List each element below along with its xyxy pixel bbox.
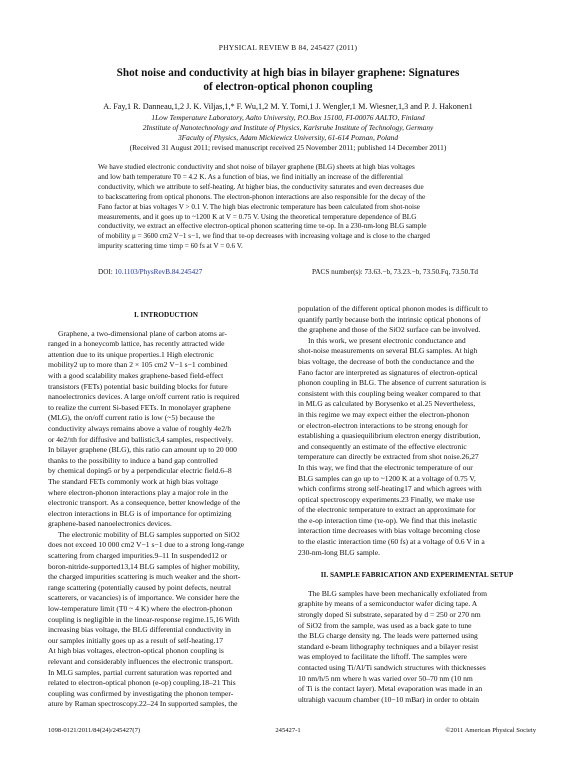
title-line-1: Shot noise and conductivity at high bias in bilayer graphene: Signatures bbox=[116, 67, 460, 79]
doi-link[interactable]: 10.1103/PhysRevB.84.245427 bbox=[114, 268, 203, 276]
paragraph: In this work, we present electronic conductance and shot-noise measurements on several BLG samples. At high bias voltage, the decrease of both the conductance and the Fano factor are interpreted as signatures of electron-optical phonon coupling in BLG. The absence of current saturation is consistent with this coupling being weaker compared to that in MLG as calculated by Borysenko et al.25 Nevertheless, in this regime we may expect either the electron-phonon or electron-electron interactions to be strong enough for establishing a quasiequilibrium electron energy distribution, and consequently an estimate of the effective electronic temperature can directly be extracted from shot noise.26,27 In this way, we find that the electronic temperature of our BLG samples can go up to ~1200 K at a voltage of 0.75 V, which confirms strong self-heating17 and which agrees with optical spectroscopy experiments.23 Finally, we make use of the electronic temperature to extract an approximate for the e-op interaction time (τe-op). We find that this inelastic interaction time decreases with bias voltage becoming close to the elastic interaction time (60 fs) at a voltage of 0.6 V in a 230-nm-long BLG sample. bbox=[298, 335, 486, 557]
section-heading-introduction: I. INTRODUCTION bbox=[134, 311, 198, 319]
author-list: A. Fay,1 R. Danneau,1,2 J. K. Viljas,1,* F. Wu,1,2 M. Y. Tomi,1 J. Wengler,1 M. Wiesner,1,3 and P. J. Hakonen1 bbox=[103, 102, 473, 111]
doi-pacs-line bbox=[98, 268, 478, 276]
right-column bbox=[298, 304, 536, 705]
affiliation-3: 3Faculty of Physics, Adam Mickiewicz University, 61-614 Poznan, Poland bbox=[177, 133, 399, 142]
affiliation-2: 2Institute of Nanotechnology and Institute of Physics, Karlsruhe Institute of Technology, Germany bbox=[142, 123, 434, 132]
doi-label: DOI: bbox=[98, 268, 113, 276]
page-number: 245427-1 bbox=[275, 727, 301, 734]
footer-identifier: 1098-0121/2011/84(24)/245427(7) bbox=[48, 727, 141, 734]
paragraph: Graphene, a two-dimensional plane of carbon atoms ar- ranged in a honeycomb lattice, has recently attracted wide attention due to its unique properties.1 High electronic mobility2 up to more than 2 × 105 cm2 V−1 s−1 combined with a good scalability makes graphene-based field-effect transistors (FETs) potential basic building blocks for future nanoelectronics devices. A large on/off current ratio is required to realize the current Si-based FETs. In monolayer graphene (MLG), the on/off current ratio is low (~5) because the conductivity always remains above a value of roughly 4e2/h or 4e2/πh for diffusive and ballistic3,4 samples, respectively. In bilayer graphene (BLG), this ratio can amount up to 20 000 thanks to the possibility to induce a band gap controlled by chemical doping5 or by a perpendicular electric field.6–8 The standard FETs commonly work at high bias voltage where electron-phonon interactions play a major role in the electronic transport. As a consequence, better knowledge of the electron interactions in BLG is of importance for optimizing graphene-based nanoelectronics devices. bbox=[48, 328, 241, 529]
paragraph: The electronic mobility of BLG samples supported on SiO2 does not exceed 10 000 cm2 V−1 s−1 due to a strong long-range scattering from charged impurities.9–11 In suspended12 or boron-nitride-supported13,14 BLG samples of higher mobility, the charged impurities scattering is much weaker and the short- range scattering (potentially caused by point defects, neutral scatterers, or vacancies) is of importance. We consider here the low-temperature limit (T0 ~ 4 K) where the electron-phonon coupling is negligible in the linear-response regime.15,16 With increasing bias voltage, the BLG differential conductivity in our samples initially goes up as a result of self-heating.17 At high bias voltages, electron-optical phonon coupling is relevant and considerably influences the electronic transport. In MLG samples, partial current saturation was reported and related to electron-optical phonon (e-op) coupling.18–21 This coupling was confirmed by investigating the phonon temper- ature by Raman spectroscopy.22–24 In supported samples, the bbox=[48, 529, 245, 709]
section-heading-sample-fabrication: II. SAMPLE FABRICATION AND EXPERIMENTAL SETUP bbox=[320, 571, 514, 580]
paper-title bbox=[60, 66, 516, 94]
title-line-2: of electron-optical phonon coupling bbox=[203, 81, 373, 93]
received-dates: (Received 31 August 2011; revised manuscript received 25 November 2011; published 14 December 2011) bbox=[129, 143, 447, 152]
abstract: We have studied electronic conductivity and shot noise of bilayer graphene (BLG) sheets at high bias voltages and low bath temperature T0 = 4.2 K. As a function of bias, we find initially an increase of the differential conductivity, which we attribute to self-heating. At higher bias, the conductivity saturates and even decreases due to backscattering from optical phonons. The electron-phonon interactions are also responsible for the decay of the Fano factor at bias voltages V > 0.1 V. The high bias electronic temperature has been calculated from shot-noise measurements, and it goes up to ~1200 K at V = 0.75 V. Using the theoretical temperature dependence of BLG conductivity, we extract an effective electron-optical phonon scattering time τe-op. In a 230-nm-long BLG sample of mobility μ = 3600 cm2 V−1 s−1, we find that τe-op decreases with increasing voltage and is close to the charged impurity scattering time τimp = 60 fs at V = 0.6 V. bbox=[98, 163, 431, 251]
left-column bbox=[48, 310, 284, 710]
paragraph: population of the different optical phonon modes is difficult to quantify partly because both the intrinsic optical phonons of the graphene and those of the SiO2 surface can be involved. bbox=[298, 304, 488, 335]
pacs-numbers: PACS number(s): 73.63.−b, 73.23.−b, 73.50.Fq, 73.50.Td bbox=[312, 268, 478, 276]
paragraph: The BLG samples have been mechanically exfoliated from graphite by means of a semiconductor wafer dicing tape. A strongly doped Si substrate, separated by d = 250 or 270 nm of SiO2 from the sample, was used as a back gate to tune the BLG charge density ng. The leads were patterned using standard e-beam lithography techniques and a bilayer resist was employed to facilitate the liftoff. The samples were contacted using Ti/Al/Ti sandwich structures with thicknesses 10 nm/h/5 nm where h was varied over 50–70 nm (10 nm of Ti is the contact layer). Metal evaporation was made in an ultrahigh vacuum chamber (10−10 mBar) in order to obtain bbox=[298, 588, 488, 704]
affiliation-1: 1Low Temperature Laboratory, Aalto University, P.O.Box 15100, FI-00076 AALTO, Finland bbox=[151, 113, 425, 122]
copyright: ©2011 American Physical Society bbox=[445, 727, 536, 734]
running-head: PHYSICAL REVIEW B 84, 245427 (2011) bbox=[218, 43, 358, 52]
